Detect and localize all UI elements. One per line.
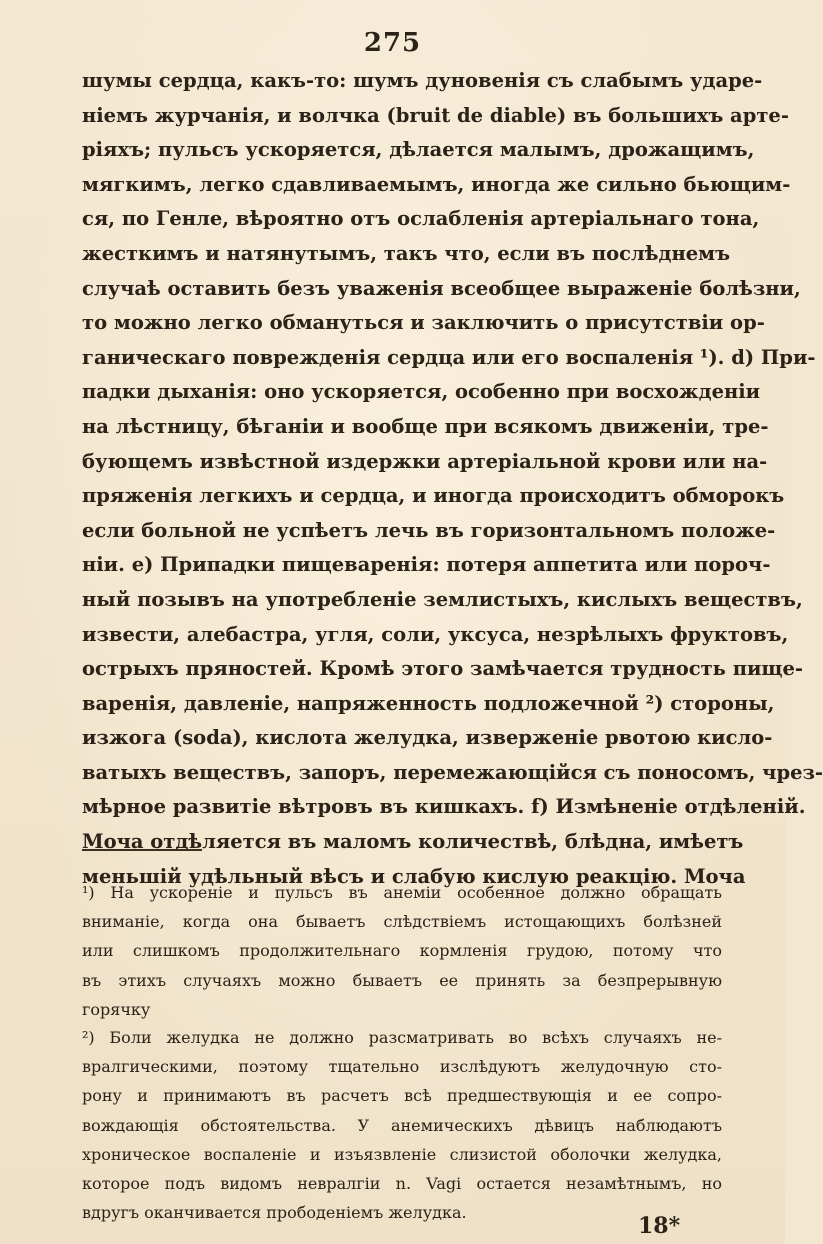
text-line: изжога (soda), кислота желудка, изверженіе рвотою кисло-	[82, 726, 773, 750]
footnote-line: вралгическими, поэтому тщательно изслѣдуютъ желудочную сто-	[82, 1057, 722, 1077]
text-line: ся, по Генле, вѣроятно отъ ослабленія артеріальнаго тона,	[82, 207, 760, 231]
footnote-divider	[82, 849, 202, 851]
text-line: варенія, давленіе, напряженность подложечной ²) стороны,	[82, 691, 775, 715]
main-text	[82, 64, 823, 894]
footnote-1	[82, 878, 722, 1024]
text-line: то можно легко обмануться и заключить о присутствіи ор-	[82, 311, 765, 335]
text-line: бующемъ извѣстной издержки артеріальной крови или на-	[82, 449, 768, 473]
text-line: ріяхъ; пульсъ ускоряется, дѣлается малымъ, дрожащимъ,	[82, 138, 755, 162]
text-line: Моча отдѣляется въ маломъ количествѣ, блѣдна, имѣетъ	[82, 830, 744, 854]
text-line: ніемъ журчанія, и волчка (bruit de diable) въ большихъ арте-	[82, 103, 789, 127]
text-line: ватыхъ веществъ, запоръ, перемежающійся съ поносомъ, чрез-	[82, 760, 823, 784]
footnote-line: хроническое воспаленіе и изъязвленіе слизистой оболочки желудка,	[82, 1144, 722, 1164]
signature-mark: 18*	[638, 1213, 681, 1239]
text-line: на лѣстницу, бѣганіи и вообще при всякомъ движеніи, тре-	[82, 414, 769, 438]
text-line: мѣрное развитіе вѣтровъ въ кишкахъ. f) Измѣненіе отдѣленій.	[82, 795, 806, 819]
text-line: мягкимъ, легко сдавливаемымъ, иногда же сильно бьющим-	[82, 172, 791, 196]
footnote-line: вниманіе, когда она бываетъ слѣдствіемъ истощающихъ болѣзней	[82, 912, 722, 932]
page-number: 275	[363, 28, 422, 58]
footnote-line: вдругъ оканчивается прободеніемъ желудка.	[82, 1203, 467, 1223]
text-line: ный позывъ на употребленіе землистыхъ, кислыхъ веществъ,	[82, 587, 803, 611]
text-line: ніи. e) Припадки пищеваренія: потеря аппетита или пороч-	[82, 553, 771, 577]
footnote-line: ¹) На ускореніе и пульсъ въ анеміи особенное должно обращать	[82, 883, 722, 902]
text-line: острыхъ пряностей. Кромѣ этого замѣчается трудность пище-	[82, 657, 804, 681]
text-line: извести, алебастра, угля, соли, уксуса, незрѣлыхъ фруктовъ,	[82, 622, 789, 646]
text-line: шумы сердца, какъ-то: шумъ дуновенія съ слабымъ ударе-	[82, 69, 763, 92]
text-line: пряженія легкихъ и сердца, и иногда происходитъ обморокъ	[82, 484, 785, 508]
footnote-line: рону и принимаютъ въ расчетъ всѣ предшествующія и ее сопро-	[82, 1086, 722, 1106]
footnote-line: или слишкомъ продолжительнаго кормленія грудою, потому что	[82, 941, 722, 961]
footnote-line: горячку	[82, 999, 151, 1019]
text-line: падки дыханія: оно ускоряется, особенно при восхожденіи	[82, 380, 761, 404]
text-line: меньшій удѣльный вѣсъ и слабую кислую реакцію. Моча	[82, 864, 746, 888]
footnote-2	[82, 1023, 722, 1227]
text-line: жесткимъ и натянутымъ, такъ что, если въ послѣднемъ	[82, 241, 731, 265]
text-line: случаѣ оставить безъ уваженія всеобщее выраженіе болѣзни,	[82, 276, 801, 300]
footnote-line: въ этихъ случаяхъ можно бываетъ ее принять за безпрерывную	[82, 970, 722, 990]
footnote-line: ²) Боли желудка не должно разсматривать во всѣхъ случаяхъ не-	[82, 1028, 722, 1047]
footnote-line: вождающія обстоятельства. У анемическихъ дѣвицъ наблюдаютъ	[82, 1115, 722, 1135]
footnote-line: которое подъ видомъ невралгіи n. Vagi остается незамѣтнымъ, но	[82, 1173, 722, 1193]
text-line: если больной не успѣетъ лечь въ горизонтальномъ положе-	[82, 518, 776, 542]
text-line: ганическаго поврежденія сердца или его воспаленія ¹). d) При-	[82, 345, 816, 369]
